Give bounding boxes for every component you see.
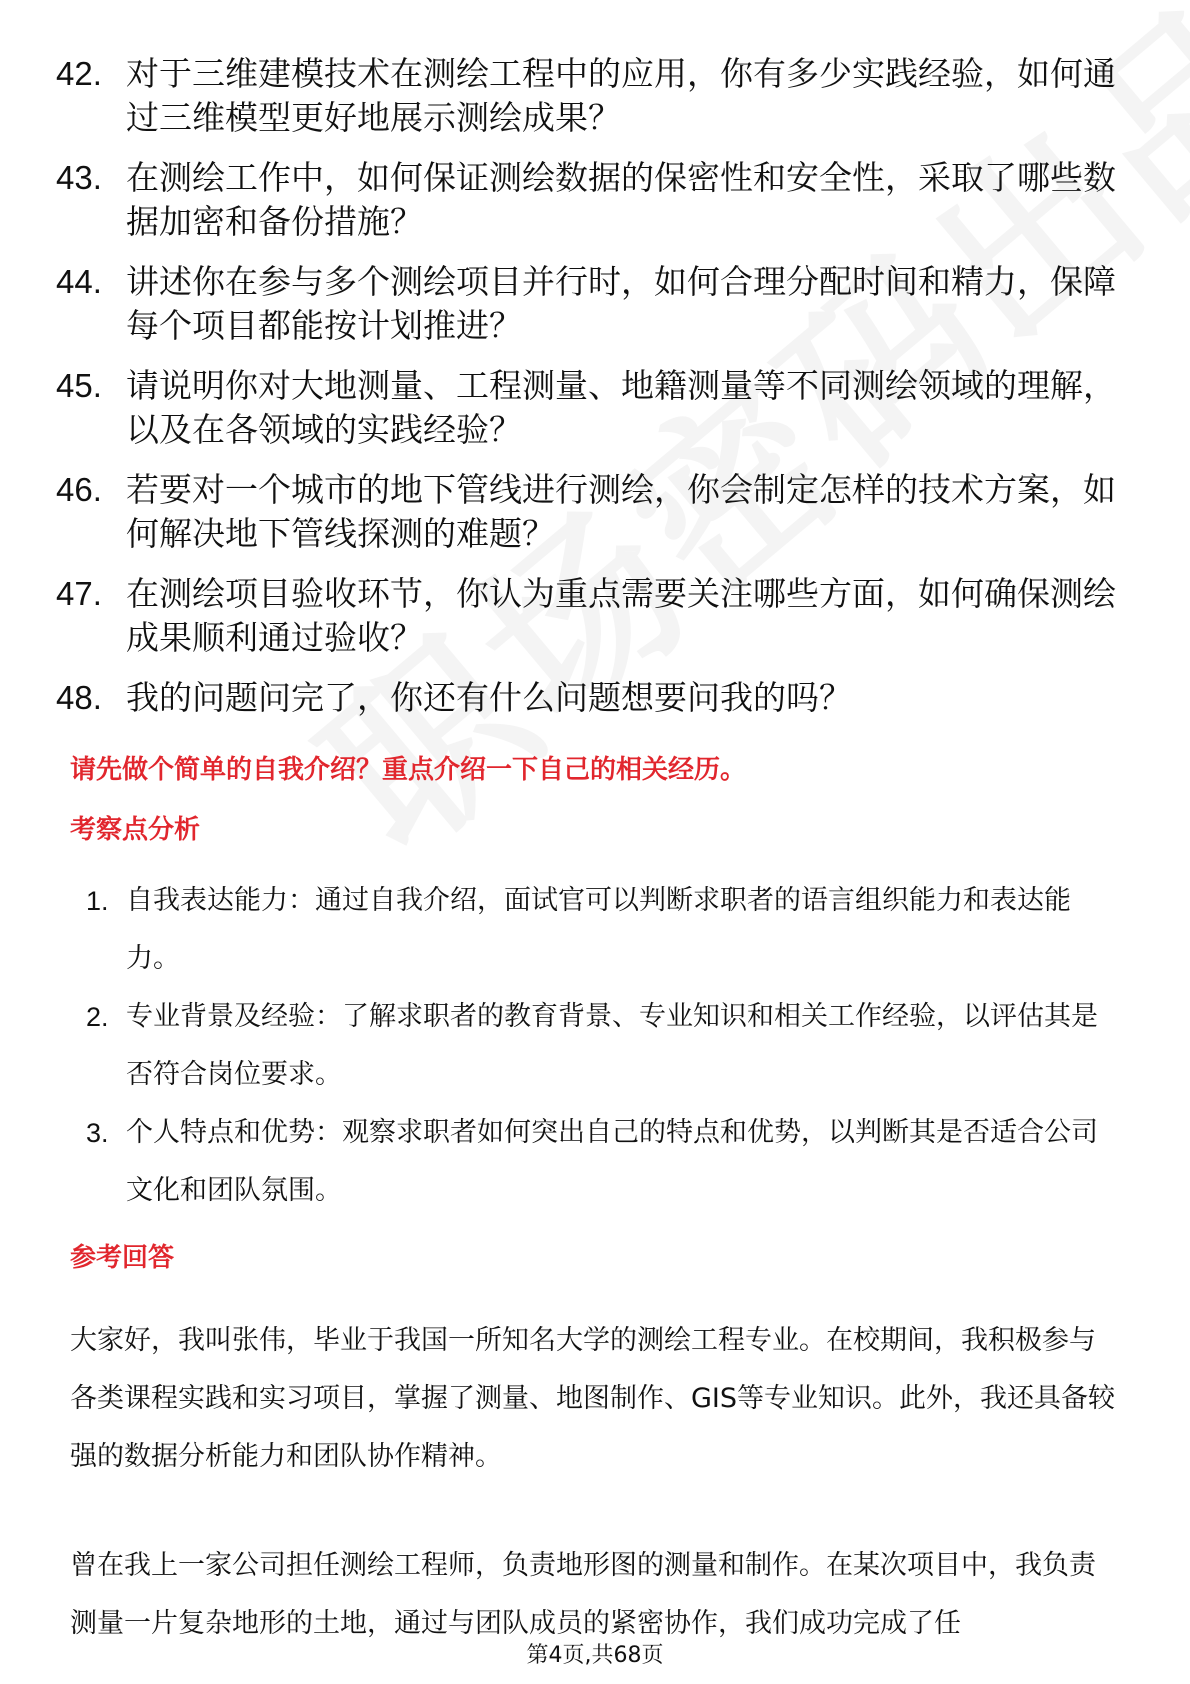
question-number: 43.: [56, 159, 102, 196]
question-item: [56, 260, 1136, 348]
question-number: 45.: [56, 367, 102, 404]
question-text: 若要对一个城市的地下管线进行测绘，你会制定怎样的技术方案，如何解决地下管线探测的难题？: [126, 470, 1116, 553]
page-footer: 第4页,共68页: [526, 1643, 664, 1668]
question-text: 对于三维建模技术在测绘工程中的应用，你有多少实践经验，如何通过三维模型更好地展示测绘成果？: [126, 54, 1116, 137]
question-item: [56, 52, 1136, 140]
question-number: 48.: [56, 679, 102, 716]
answer-heading: 参考回答: [70, 1243, 175, 1273]
question-item: [56, 572, 1136, 660]
question-text: 我的问题问完了，你还有什么问题想要问我的吗？: [126, 678, 852, 717]
analysis-text: 自我表达能力：通过自我介绍，面试官可以判断求职者的语言组织能力和表达能力。: [126, 885, 1071, 974]
analysis-text: 个人特点和优势：观察求职者如何突出自己的特点和优势，以判断其是否适合公司文化和团队氛围。: [126, 1117, 1098, 1206]
question-number: 46.: [56, 471, 102, 508]
analysis-number: 2.: [86, 1002, 109, 1032]
question-number: 47.: [56, 575, 102, 612]
answer-paragraph: 大家好，我叫张伟，毕业于我国一所知名大学的测绘工程专业。在校期间，我积极参与各类课程实践和实习项目，掌握了测量、地图制作、GIS等专业知识。此外，我还具备较强的数据分析能力和团队协作精神。: [70, 1325, 1116, 1472]
analysis-item: [86, 1104, 1116, 1220]
question-item: [56, 364, 1136, 452]
analysis-number: 1.: [86, 886, 109, 916]
analysis-number: 3.: [86, 1118, 109, 1148]
answer-paragraph: 曾在我上一家公司担任测绘工程师，负责地形图的测量和制作。在某次项目中，我负责测量一片复杂地形的土地，通过与团队成员的紧密协作，我们成功完成了任: [70, 1550, 1096, 1639]
question-number: 42.: [56, 55, 102, 92]
question-item: [56, 676, 1136, 720]
question-text: 请说明你对大地测量、工程测量、地籍测量等不同测绘领域的理解，以及在各领域的实践经验？: [126, 366, 1116, 449]
question-item: [56, 156, 1136, 244]
question-item: [56, 468, 1136, 556]
question-text: 在测绘项目验收环节，你认为重点需要关注哪些方面，如何确保测绘成果顺利通过验收？: [126, 574, 1116, 657]
question-list: [56, 52, 1136, 736]
analysis-list: [86, 872, 1116, 1220]
question-text: 讲述你在参与多个测绘项目并行时，如何合理分配时间和精力，保障每个项目都能按计划推进？: [126, 262, 1116, 345]
analysis-heading: 考察点分析: [70, 815, 201, 845]
question-number: 44.: [56, 263, 102, 300]
interview-question-title: 请先做个简单的自我介绍？重点介绍一下自己的相关经历。: [70, 755, 747, 785]
analysis-item: [86, 988, 1116, 1104]
analysis-text: 专业背景及经验：了解求职者的教育背景、专业知识和相关工作经验，以评估其是否符合岗位要求。: [126, 1001, 1098, 1090]
question-text: 在测绘工作中，如何保证测绘数据的保密性和安全性，采取了哪些数据加密和备份措施？: [126, 158, 1116, 241]
analysis-item: [86, 872, 1116, 988]
